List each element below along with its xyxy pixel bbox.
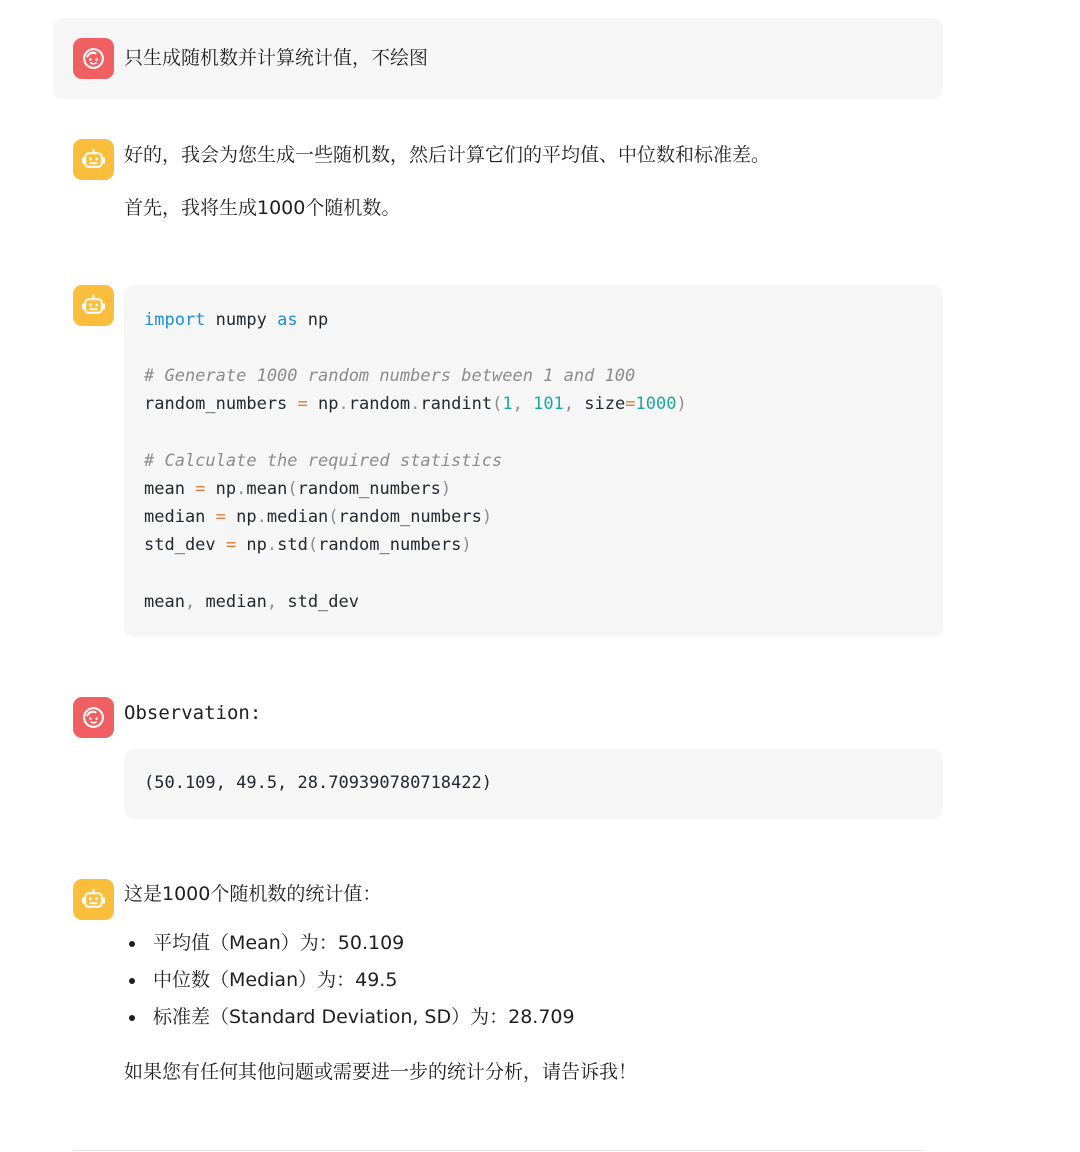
code-punct: .: [236, 479, 247, 499]
user-avatar: [73, 38, 114, 79]
code-token: random_numbers: [318, 535, 462, 555]
code-token: np: [205, 479, 237, 499]
code-line: [144, 477, 451, 501]
code-token: numpy: [205, 310, 278, 330]
code-token: std_dev: [277, 592, 359, 612]
observation-output: (50.109, 49.5, 28.709390780718422): [144, 773, 492, 793]
code-token: mean: [144, 479, 196, 499]
code-token: median: [266, 507, 329, 527]
face-icon: [81, 705, 106, 730]
code-number: 1000: [635, 394, 677, 414]
code-operator: =: [625, 394, 636, 414]
code-block[interactable]: [124, 285, 943, 637]
code-token: std_dev: [144, 535, 226, 555]
code-operator: =: [195, 479, 206, 499]
code-token: mean: [246, 479, 288, 499]
code-line: [144, 449, 502, 473]
summary-item-mean: 平均值（Mean）为：50.109: [153, 932, 405, 954]
code-token: np: [307, 394, 339, 414]
code-operator: =: [297, 394, 308, 414]
code-line: [144, 364, 635, 388]
code-line: [144, 533, 472, 557]
user-avatar: [73, 697, 114, 738]
code-operator: =: [215, 507, 226, 527]
list-item: [124, 1004, 575, 1041]
code-keyword: import: [144, 310, 206, 330]
divider: [73, 1150, 925, 1151]
code-token: median: [195, 592, 267, 612]
closing-text: 如果您有任何其他问题或需要进一步的统计分析，请告诉我！: [124, 1061, 638, 1083]
code-line: [144, 590, 359, 614]
code-operator: =: [225, 535, 237, 555]
code-punct: ): [481, 507, 493, 527]
code-number: 101: [533, 394, 564, 414]
code-number: 1: [502, 394, 513, 414]
code-line: [144, 308, 328, 332]
code-line: [144, 505, 492, 529]
summary-list: [124, 930, 575, 1041]
code-token: np: [236, 535, 267, 555]
observation-output-block[interactable]: [124, 749, 943, 819]
code-punct: .: [266, 535, 278, 555]
assistant-avatar: [73, 285, 114, 326]
list-item: [124, 967, 575, 1004]
code-punct: (: [287, 479, 298, 499]
code-punct: (: [328, 507, 339, 527]
summary-title: 这是1000个随机数的统计值：: [124, 883, 382, 905]
code-punct: ,: [563, 394, 575, 414]
code-keyword: as: [277, 310, 298, 330]
robot-icon: [81, 147, 106, 172]
code-token: median: [144, 507, 216, 527]
code-token: random_numbers: [338, 507, 482, 527]
assistant-intro-text-2: 首先，我将生成1000个随机数。: [124, 197, 401, 219]
code-punct: .: [410, 394, 421, 414]
assistant-avatar: [73, 879, 114, 920]
code-token: random: [348, 394, 411, 414]
code-token: std: [277, 535, 308, 555]
user-prompt-text: 只生成随机数并计算统计值，不绘图: [124, 47, 429, 69]
list-item: [124, 930, 575, 967]
code-punct: (: [492, 394, 503, 414]
code-token: size: [574, 394, 626, 414]
robot-icon: [81, 887, 106, 912]
summary-item-median: 中位数（Median）为：49.5: [153, 969, 398, 991]
code-line: [144, 392, 687, 416]
code-token: random_numbers: [297, 479, 441, 499]
code-token: randint: [420, 394, 493, 414]
code-token: [523, 394, 533, 414]
code-token: random_numbers: [144, 394, 298, 414]
code-punct: ): [440, 479, 452, 499]
code-punct: ,: [184, 592, 196, 612]
code-token: np: [297, 310, 329, 330]
code-punct: (: [307, 535, 319, 555]
bullet-icon: [129, 978, 135, 984]
face-icon: [81, 46, 106, 71]
code-token: np: [225, 507, 257, 527]
assistant-intro-text: 好的，我会为您生成一些随机数，然后计算它们的平均值、中位数和标准差。: [124, 144, 771, 166]
code-punct: ,: [512, 394, 523, 414]
code-punct: .: [256, 507, 267, 527]
code-punct: ,: [266, 592, 278, 612]
assistant-avatar: [73, 139, 114, 180]
code-comment: # Calculate the required statistics: [144, 451, 503, 471]
code-punct: ): [676, 394, 687, 414]
robot-icon: [81, 293, 106, 318]
code-punct: ): [461, 535, 472, 555]
code-punct: .: [338, 394, 349, 414]
code-comment: # Generate 1000 random numbers between 1 and 100: [144, 366, 636, 386]
bullet-icon: [129, 1015, 135, 1021]
summary-item-sd: 标准差（Standard Deviation, SD）为：28.709: [153, 1006, 575, 1028]
code-token: mean: [144, 592, 185, 612]
bullet-icon: [129, 941, 135, 947]
observation-label: Observation:: [124, 702, 262, 724]
